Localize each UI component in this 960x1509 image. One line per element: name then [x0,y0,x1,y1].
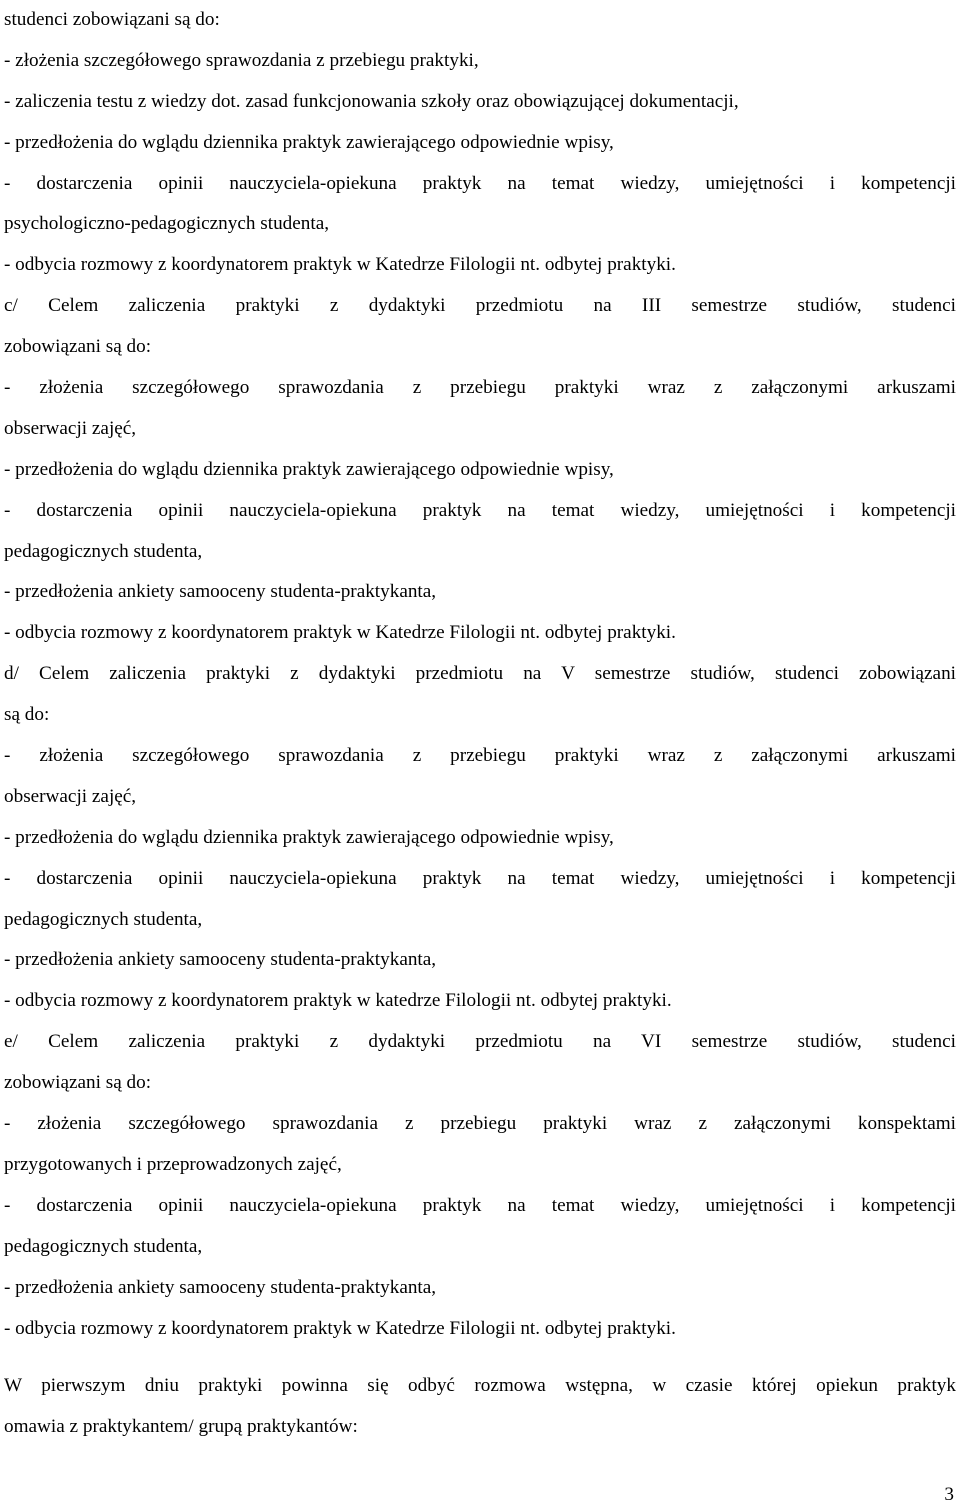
text-line: pedagogicznych studenta, [4,908,203,930]
text-line: studenci zobowiązani są do: [4,9,220,30]
text-line: - przedłożenia ankiety samooceny studenta-praktykanta, [4,949,437,971]
text-line: - przedłożenia ankiety samooceny studenta-praktykanta, [4,1276,437,1298]
text-line: są do: [4,704,50,726]
text-line: - złożenia szczegółowego sprawozdania z przebiegu praktyki, [4,49,479,71]
text-line: - złożenia szczegółowego sprawozdania z przebiegu praktyki wraz z załączonymi arkuszami [4,377,956,399]
paragraph-gap [4,1349,956,1366]
text-line: psychologiczno-pedagogicznych studenta, [4,213,330,235]
text-line: - odbycia rozmowy z koordynatorem praktyk w Katedrze Filologii nt. odbytej praktyki. [4,622,676,644]
text-line: przygotowanych i przeprowadzonych zajęć, [4,1153,342,1175]
text-line: obserwacji zajęć, [4,785,137,807]
text-line: - przedłożenia do wglądu dziennika praktyk zawierającego odpowiednie wpisy, [4,131,614,153]
text-line: - dostarczenia opinii nauczyciela-opiekuna praktyk na temat wiedzy, umiejętności i kompetencji [4,1194,956,1216]
text-line: - dostarczenia opinii nauczyciela-opiekuna praktyk na temat wiedzy, umiejętności i kompetencji [4,172,956,194]
text-line: - złożenia szczegółowego sprawozdania z przebiegu praktyki wraz z załączonymi konspektami [4,1113,956,1135]
text-line: e/ Celem zaliczenia praktyki z dydaktyki przedmiotu na VI semestrze studiów, studenci [4,1031,956,1053]
text-line: zobowiązani są do: [4,336,152,358]
text-line: pedagogicznych studenta, [4,540,203,562]
page-number: 3 [944,1484,954,1505]
text-line: - odbycia rozmowy z koordynatorem praktyk w Katedrze Filologii nt. odbytej praktyki. [4,254,676,276]
text-line: - dostarczenia opinii nauczyciela-opiekuna praktyk na temat wiedzy, umiejętności i kompetencji [4,499,956,521]
text-line: - złożenia szczegółowego sprawozdania z przebiegu praktyki wraz z załączonymi arkuszami [4,745,956,767]
text-line: obserwacji zajęć, [4,417,137,439]
text-line: zobowiązani są do: [4,1072,152,1094]
text-line: W pierwszym dniu praktyki powinna się odbyć rozmowa wstępna, w czasie której opiekun praktyk [4,1375,956,1397]
text-line: - przedłożenia do wglądu dziennika praktyk zawierającego odpowiednie wpisy, [4,826,614,848]
text-line: - zaliczenia testu z wiedzy dot. zasad funkcjonowania szkoły oraz obowiązującej dokumentacji, [4,90,739,112]
text-line: - przedłożenia do wglądu dziennika praktyk zawierającego odpowiednie wpisy, [4,458,614,480]
text-line: - odbycia rozmowy z koordynatorem praktyk w Katedrze Filologii nt. odbytej praktyki. [4,1317,676,1339]
text-line: - odbycia rozmowy z koordynatorem praktyk w katedrze Filologii nt. odbytej praktyki. [4,990,672,1012]
text-line: - dostarczenia opinii nauczyciela-opiekuna praktyk na temat wiedzy, umiejętności i kompetencji [4,867,956,889]
text-line: - przedłożenia ankiety samooceny studenta-praktykanta, [4,581,437,603]
text-line: pedagogicznych studenta, [4,1235,203,1257]
text-line: omawia z praktykantem/ grupą praktykantów: [4,1416,358,1438]
text-line: d/ Celem zaliczenia praktyki z dydaktyki przedmiotu na V semestrze studiów, studenci zobowiązani [4,663,956,685]
text-line: c/ Celem zaliczenia praktyki z dydaktyki przedmiotu na III semestrze studiów, studenci [4,295,956,317]
document-page [4,0,956,1448]
